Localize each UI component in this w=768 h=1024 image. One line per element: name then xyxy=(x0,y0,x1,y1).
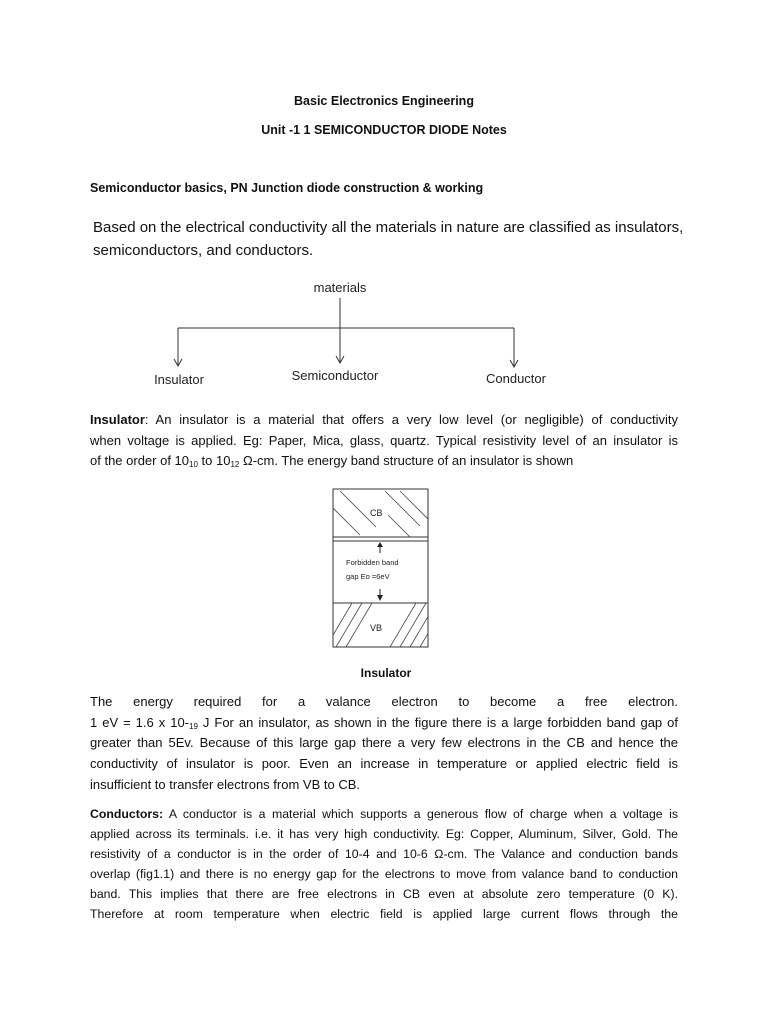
band-diagram-caption: Insulator xyxy=(360,666,412,680)
arrow-down-icon xyxy=(377,595,383,601)
vb-label: VB xyxy=(370,623,383,633)
gap-label-2: gap Eo =6eV xyxy=(346,572,390,581)
energy-paragraph: The energy required for a valance electron to become a free electron. 1 eV = 1.6 x $10-_{19}$ J For an insulator, as shown in the figure there is a large forbidden band gap of greater than 5Ev. Because of this large gap there a very few electrons in the CB and hence the conductivity of insulator is poor. Even an increase in temperature or applied electric field is insufficient to transfer electrons from VB to CB. xyxy=(90,694,678,792)
conductors-paragraph: Conductors: A conductor is a material which supports a generous flow of charge when a voltage is applied across its terminals. i.e. it has very high conductivity. Eg: Copper, Aluminum, Silver, Gold. The resistivity of a conductor is in the order of 10-4 and 10-6 Ω-cm. The Valance and conduction bands overlap (fig1.1) and there is no energy gap for the electrons to move from valance band to conduction band. This implies that there are free electrons in CB even at absolute zero temperature (0 K). Therefore at room temperature when electric field is applied large current flows through the xyxy=(90,807,678,921)
insulator-paragraph: Insulator: An insulator is a material that offers a very low level (or negligible) of conductivity when voltage is applied. Eg: Paper, Mica, glass, quartz. Typical resistivity level of an insulator is of the order of $10_{10}$ to $10_{12}$ Ω-cm. The energy band structure of an insulator is shown xyxy=(90,412,678,470)
conductors-term: Conductors: xyxy=(90,807,164,821)
section-heading: Semiconductor basics, PN Junction diode construction & working xyxy=(90,181,484,195)
tree-middle-label: Semiconductor xyxy=(291,368,379,383)
insulator-term: Insulator xyxy=(90,412,145,427)
materials-tree-diagram xyxy=(140,275,570,390)
tree-root-label: materials xyxy=(313,280,367,295)
arrow-up-icon xyxy=(377,542,383,547)
course-title: Basic Electronics Engineering xyxy=(294,94,474,108)
tree-left-label: Insulator xyxy=(154,372,204,387)
intro-line-2: semiconductors, and conductors. xyxy=(93,242,314,259)
intro-line-1: Based on the electrical conductivity all the materials in nature are classified as insulators, xyxy=(93,219,684,236)
gap-label-1: Forbidden band xyxy=(346,558,399,567)
intro-paragraph xyxy=(93,216,693,262)
unit-title: Unit -1 1 SEMICONDUCTOR DIODE Notes xyxy=(261,123,507,137)
insulator-band-diagram xyxy=(330,487,432,650)
cb-label: CB xyxy=(370,508,383,518)
tree-right-label: Conductor xyxy=(486,371,546,386)
